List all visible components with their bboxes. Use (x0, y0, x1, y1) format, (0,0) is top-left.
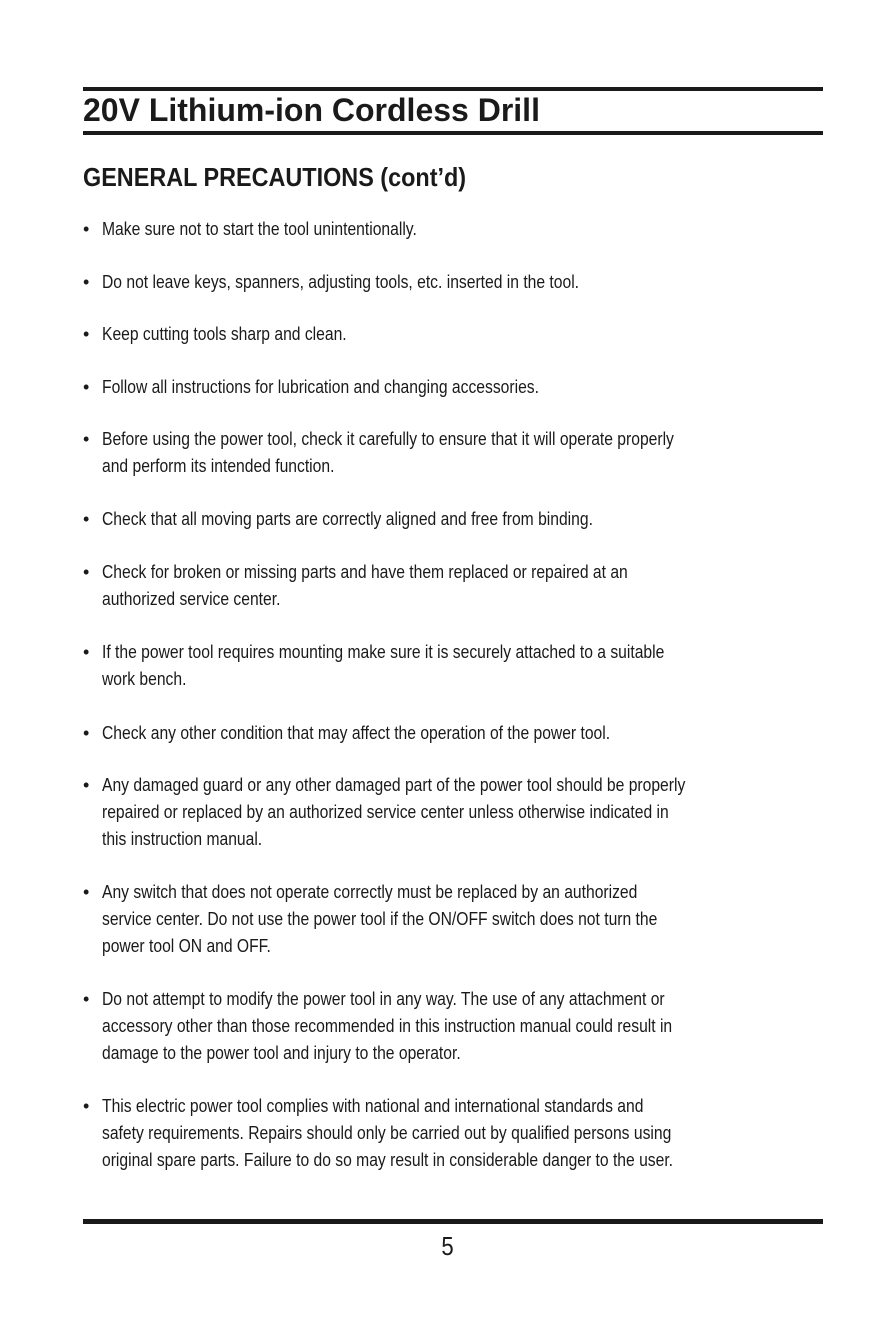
bullet-icon: • (83, 882, 90, 902)
section-heading: GENERAL PRECAUTIONS (cont’d) (83, 162, 467, 192)
list-item-text: Do not attempt to modify the power tool in any way. The use of any attachment or accessory other than those recommended in this instruction manual could result in damage to the power tool and injury to the operator. (102, 989, 673, 1063)
list-item-text: Check for broken or missing parts and have them replaced or repaired at an authorized service center. (102, 562, 628, 609)
list-item-text: Check that all moving parts are correctly aligned and free from binding. (102, 509, 593, 529)
list-item-text: Make sure not to start the tool unintentionally. (102, 219, 417, 239)
bullet-icon: • (83, 775, 90, 795)
bullet-icon: • (83, 324, 90, 344)
list-item-text: Check any other condition that may affect the operation of the power tool. (102, 723, 611, 743)
list-item-text: Keep cutting tools sharp and clean. (102, 324, 347, 344)
list-item-text: Any damaged guard or any other damaged part of the power tool should be properly repaired or replaced by an authorized service center unless otherwise indicated in this instruction manual. (102, 775, 686, 849)
bullet-icon: • (83, 219, 90, 239)
list-item-text: Do not leave keys, spanners, adjusting tools, etc. inserted in the tool. (102, 272, 580, 292)
bullet-icon: • (83, 509, 90, 529)
header-bottom-rule (83, 131, 823, 135)
bullet-icon: • (83, 429, 90, 449)
bullet-icon: • (83, 377, 90, 397)
bullet-icon: • (83, 272, 90, 292)
document-title: 20V Lithium-ion Cordless Drill (83, 92, 540, 128)
list-item-text: Any switch that does not operate correctly must be replaced by an authorized service center. Do not use the power tool if the ON/OFF switch does not turn the power tool ON and OFF. (102, 882, 658, 956)
list-item-text: Before using the power tool, check it carefully to ensure that it will operate properly and perform its intended function. (102, 429, 674, 476)
page-number: 5 (441, 1231, 454, 1261)
bullet-icon: • (83, 562, 90, 582)
bullet-icon: • (83, 723, 90, 743)
bullet-icon: • (83, 642, 90, 662)
bullet-icon: • (83, 989, 90, 1009)
footer-rule (83, 1219, 823, 1224)
list-item-text: Follow all instructions for lubrication and changing accessories. (102, 377, 539, 397)
list-item-text: If the power tool requires mounting make sure it is securely attached to a suitable work bench. (102, 642, 665, 689)
list-item-text: This electric power tool complies with national and international standards and safety requirements. Repairs should only be carried out by qualified persons using original spare parts. Failure to do so may result in considerable danger to the user. (102, 1096, 674, 1170)
bullet-icon: • (83, 1096, 90, 1116)
